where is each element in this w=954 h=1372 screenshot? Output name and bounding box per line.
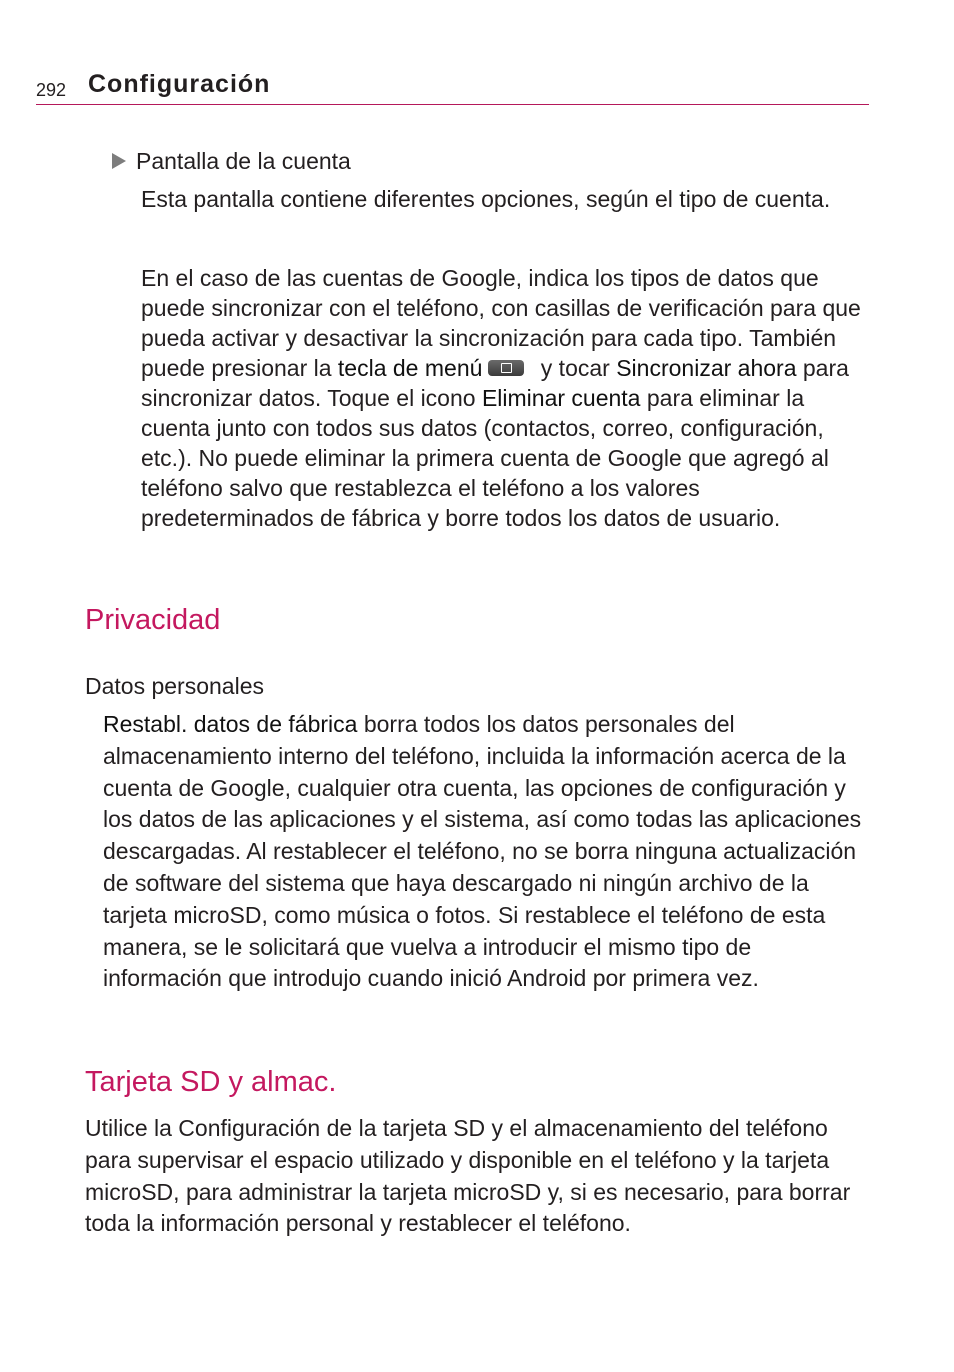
menu-key-label: tecla de menú <box>337 355 483 381</box>
privacy-heading: Privacidad <box>85 604 221 636</box>
page-number: 292 <box>36 80 67 100</box>
text-fragment: para eliminar la cuenta junto con todos sus datos (contactos, correo, configuración, etc.). No puede eliminar la primera cuenta de Google que agregó al teléfono salvo que restablezca el teléfono a los valores predeterminados de fábrica y borre todos los datos de usuario. <box>141 385 829 531</box>
sd-card-heading: Tarjeta SD y almac. <box>85 1066 337 1098</box>
triangle-bullet-icon <box>112 153 126 169</box>
personal-data-subheading: Datos personales <box>85 673 264 699</box>
account-screen-title: Pantalla de la cuenta <box>136 148 351 174</box>
section-title: Configuración <box>88 70 271 98</box>
page-header <box>36 68 869 105</box>
sd-card-paragraph: Utilice la Configuración de la tarjeta SD y el almacenamiento del teléfono para supervisar el espacio utilizado y disponible en el teléfono y la tarjeta microSD, para administrar la tarjeta microSD y, si es necesario, para borrar toda la información personal y restablecer el teléfono. <box>85 1115 851 1237</box>
factory-reset-label: Restabl. datos de fábrica <box>103 711 358 737</box>
sync-now-label: Sincronizar ahora <box>616 355 797 381</box>
account-screen-heading <box>112 146 351 176</box>
factory-reset-paragraph <box>103 709 873 995</box>
account-screen-description: Esta pantalla contiene diferentes opciones, según el tipo de cuenta. <box>141 186 831 212</box>
menu-key-icon <box>488 360 524 376</box>
factory-reset-text: borra todos los datos personales del almacenamiento interno del teléfono, incluida la información acerca de la cuenta de Google, cualquier otra cuenta, las opciones de configuración y los datos de las aplicaciones y el sistema, así como todas las aplicaciones descargadas. Al restablecer el teléfono, no se borra ninguna actualización de software del sistema que haya descargado ni ningún archivo de la tarjeta microSD, como música o fotos. Si restablece el teléfono de esta manera, se le solicitará que vuelva a introducir el mismo tipo de información que introdujo cuando inició Android por primera vez. <box>103 711 862 992</box>
text-fragment: para sincronizar datos. Toque el icono <box>141 355 849 411</box>
remove-account-label: Eliminar cuenta <box>481 385 641 411</box>
account-screen-google-paragraph <box>141 263 876 533</box>
text-fragment: En el caso de las cuentas de Google, indica los tipos de datos que puede sincronizar con el teléfono, con casillas de verificación para que pueda activar y desactivar la sincronización para cada tipo. También puede presionar la <box>141 265 861 381</box>
text-fragment: y tocar <box>534 355 617 381</box>
